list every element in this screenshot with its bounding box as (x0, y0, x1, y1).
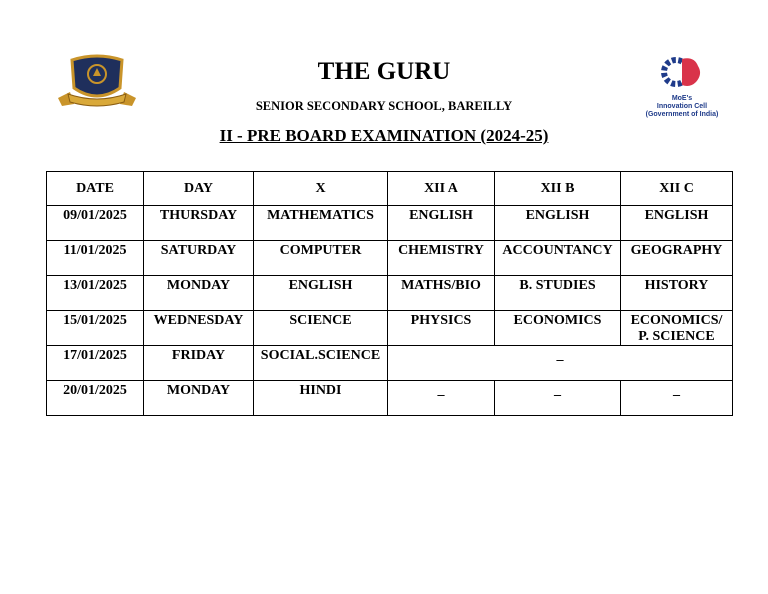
day-cell: FRIDAY (144, 346, 254, 381)
table-row (47, 276, 733, 311)
date-cell: 13/01/2025 (47, 276, 144, 311)
school-name: THE GURU (317, 58, 451, 85)
x-subject-cell: SCIENCE (254, 311, 388, 346)
column-header-x: X (254, 172, 388, 206)
xii-b-subject-cell: _ (495, 381, 621, 416)
exam-title: II - PRE BOARD EXAMINATION (2024-25) (219, 126, 549, 145)
logo-line-2: Innovation Cell (656, 103, 708, 110)
xii-c-subject-cell: HISTORY (621, 276, 733, 311)
xii-a-subject-cell: CHEMISTRY (388, 241, 495, 276)
date-cell: 20/01/2025 (47, 381, 144, 416)
x-subject-cell: MATHEMATICS (254, 206, 388, 241)
school-subtitle: SENIOR SECONDARY SCHOOL, BAREILLY (255, 99, 513, 113)
table-row (47, 311, 733, 346)
exam-schedule-table (46, 171, 733, 416)
xii-a-subject-cell: PHYSICS (388, 311, 495, 346)
column-header-day: DAY (144, 172, 254, 206)
xii-a-subject-cell: MATHS/BIO (388, 276, 495, 311)
table-row (47, 346, 733, 381)
xii-a-subject-cell: ENGLISH (388, 206, 495, 241)
xii-a-subject-cell: _ (388, 381, 495, 416)
x-subject-cell: HINDI (254, 381, 388, 416)
merged-xii-cell: _ (388, 346, 733, 381)
xii-b-subject-cell: ENGLISH (495, 206, 621, 241)
table-row (47, 241, 733, 276)
xii-c-subject-cell: GEOGRAPHY (621, 241, 733, 276)
x-subject-cell: SOCIAL.SCIENCE (254, 346, 388, 381)
date-cell: 15/01/2025 (47, 311, 144, 346)
x-subject-cell: COMPUTER (254, 241, 388, 276)
xii-b-subject-cell: ACCOUNTANCY (495, 241, 621, 276)
logo-line-1: MoE's (671, 95, 693, 102)
table-header-row (47, 172, 733, 206)
day-cell: THURSDAY (144, 206, 254, 241)
column-header-date: DATE (47, 172, 144, 206)
date-cell: 09/01/2025 (47, 206, 144, 241)
day-cell: MONDAY (144, 276, 254, 311)
x-subject-cell: ENGLISH (254, 276, 388, 311)
day-cell: MONDAY (144, 381, 254, 416)
day-cell: WEDNESDAY (144, 311, 254, 346)
column-header-xii-a: XII A (388, 172, 495, 206)
xii-c-subject-cell: _ (621, 381, 733, 416)
xii-c-subject-cell (621, 311, 733, 346)
table-row (47, 206, 733, 241)
xii-b-subject-cell: ECONOMICS (495, 311, 621, 346)
date-cell: 11/01/2025 (47, 241, 144, 276)
xii-c-subject-line-1: ECONOMICS/ (630, 313, 723, 328)
table-row (47, 381, 733, 416)
day-cell: SATURDAY (144, 241, 254, 276)
xii-c-subject-cell: ENGLISH (621, 206, 733, 241)
column-header-xii-b: XII B (495, 172, 621, 206)
date-cell: 17/01/2025 (47, 346, 144, 381)
xii-c-subject-line-2: P. SCIENCE (638, 329, 715, 344)
logo-line-3: (Government of India) (645, 111, 719, 118)
column-header-xii-c: XII C (621, 172, 733, 206)
xii-b-subject-cell: B. STUDIES (495, 276, 621, 311)
